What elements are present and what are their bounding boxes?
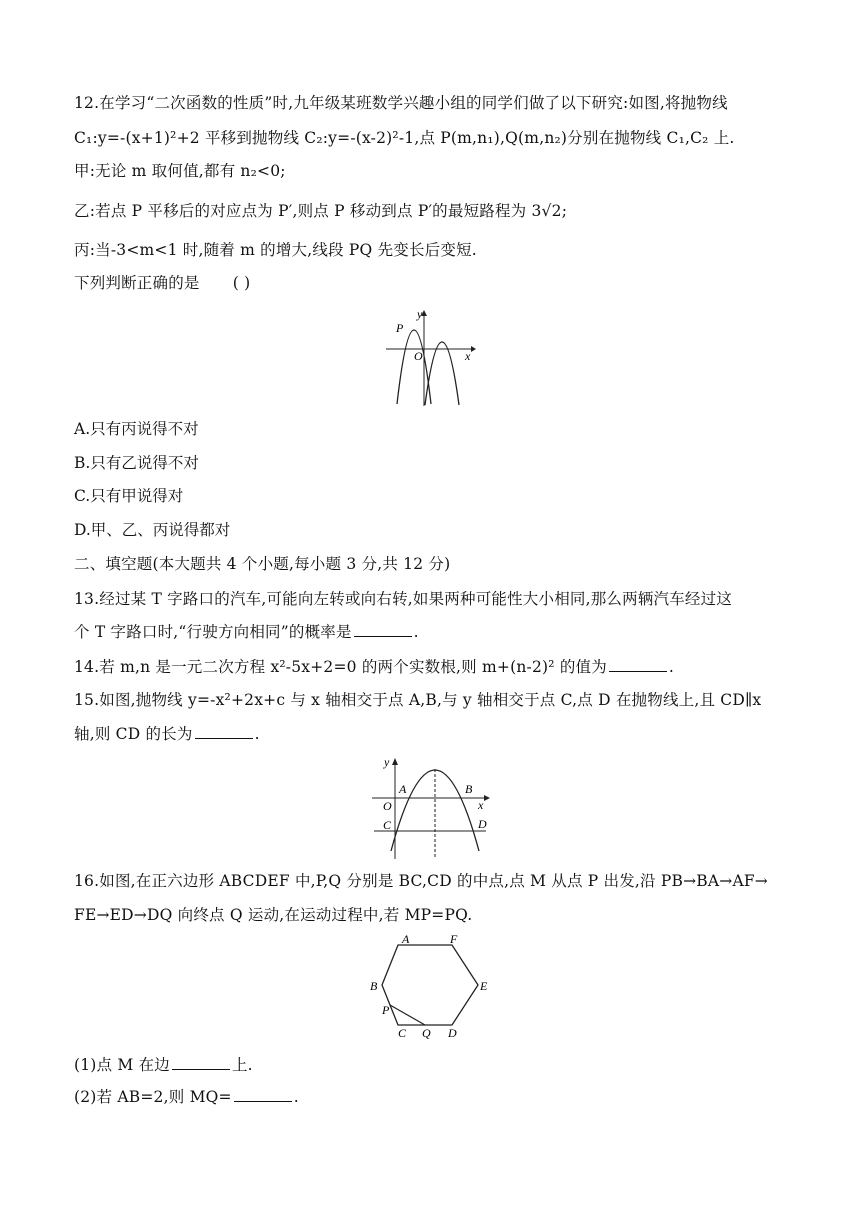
q12-statement-yi: 乙:若点 P 平移后的对应点为 P′,则点 P 移动到点 P′的最短路程为 3√2;: [74, 202, 568, 220]
q16-sub2-text: (2)若 AB=2,则 MQ=: [74, 1088, 232, 1106]
q16-line1: 16.如图,在正六边形 ABCDEF 中,P,Q 分别是 BC,CD 的中点,点 M 从点 P 出发,沿 PB→BA→AF→: [74, 872, 768, 890]
q15-x-arrow: [484, 795, 490, 801]
q13-text: 个 T 字路口时,“行驶方向相同”的概率是: [74, 623, 352, 641]
section2-heading: 二、填空题(本大题共 4 个小题,每小题 3 分,共 12 分): [74, 555, 451, 573]
q12-parabola-figure: [383, 306, 478, 410]
q12-label-x: x: [465, 349, 471, 363]
q12-answer-paren: ( ): [232, 274, 251, 292]
q16-label-e: E: [480, 979, 488, 993]
q16-label-p: P: [382, 1003, 390, 1017]
q16-hexagon-figure: [368, 930, 494, 1040]
q12-option-c: C.只有甲说得对: [74, 487, 184, 505]
q15-label-a: A: [399, 782, 407, 796]
q15-end: .: [254, 725, 260, 743]
q15-parabola-figure: [364, 755, 496, 863]
q14-end: .: [668, 658, 675, 676]
q16-sub1: [74, 1054, 253, 1076]
q12-x-arrow: [471, 346, 476, 352]
q13-line1: 13.经过某 T 字路口的汽车,可能向左转或向右转,如果两种可能性大小相同,那么两辆汽车经过这: [74, 590, 733, 608]
q16-label-b: B: [370, 979, 378, 993]
q12-label-y: y: [417, 307, 423, 321]
q12-line2: C₁:y=-(x+1)²+2 平移到抛物线 C₂:y=-(x-2)²-1,点 P(m,n₁),Q(m,n₂)分别在抛物线 C₁,C₂ 上.: [74, 129, 735, 147]
q16-label-q: Q: [422, 1026, 431, 1040]
q12-line1: 12.在学习“二次函数的性质”时,九年级某班数学兴趣小组的同学们做了以下研究:如图,将抛物线: [74, 94, 728, 112]
q15-y-arrow: [392, 758, 398, 765]
q16-sub2-blank[interactable]: [234, 1087, 292, 1102]
q13-answer-blank[interactable]: [354, 622, 412, 637]
q16-hexagon: [382, 945, 478, 1025]
q15-line1: 15.如图,抛物线 y=-x²+2x+c 与 x 轴相交于点 A,B,与 y 轴相交于点 C,点 D 在抛物线上,且 CD∥x: [74, 691, 762, 709]
q15-label-b: B: [465, 782, 473, 796]
q12-label-p: P: [396, 321, 404, 335]
q12-option-b: B.只有乙说得不对: [74, 454, 199, 472]
q14-answer-blank[interactable]: [609, 657, 667, 672]
q16-segment-pq: [390, 1005, 425, 1025]
q15-label-d: D: [478, 817, 487, 831]
q16-sub1-text: (1)点 M 在边: [74, 1056, 170, 1074]
q16-sub2: [74, 1086, 299, 1108]
q16-sub1-end: 上.: [231, 1056, 253, 1074]
q12-statement-jia: 甲:无论 m 取何值,都有 n₂<0;: [74, 162, 286, 180]
q15-answer-blank[interactable]: [195, 724, 253, 739]
q14-text: 14.若 m,n 是一元二次方程 x²-5x+2=0 的两个实数根,则 m+(n-2)² 的值为: [74, 658, 607, 676]
q16-label-d: D: [448, 1026, 457, 1040]
q12-option-d: D.甲、乙、丙说得都对: [74, 521, 231, 539]
q15-text: 轴,则 CD 的长为: [74, 725, 193, 743]
q14-line: [74, 656, 674, 678]
q15-line2: [74, 723, 260, 745]
q16-label-a: A: [402, 932, 410, 946]
q12-parabola-c1: [397, 330, 431, 404]
q13-end: .: [413, 623, 419, 641]
q16-sub2-end: .: [293, 1088, 299, 1106]
q15-label-y: y: [384, 755, 390, 769]
q15-label-x: x: [478, 798, 484, 812]
q15-label-o: O: [383, 799, 392, 813]
q16-sub1-blank[interactable]: [172, 1055, 230, 1070]
q12-ask: 下列判断正确的是: [74, 274, 200, 292]
q16-label-c: C: [398, 1026, 407, 1040]
q12-option-a: A.只有丙说得不对: [74, 420, 199, 438]
q16-label-f: F: [450, 932, 458, 946]
q12-question: [74, 272, 250, 294]
q12-label-o: O: [414, 349, 423, 363]
q15-label-c: C: [383, 818, 392, 832]
q16-line2: FE→ED→DQ 向终点 Q 运动,在运动过程中,若 MP=PQ.: [74, 906, 473, 924]
q12-statement-bing: 丙:当-3<m<1 时,随着 m 的增大,线段 PQ 先变长后变短.: [74, 241, 477, 259]
q13-line2: [74, 621, 419, 643]
